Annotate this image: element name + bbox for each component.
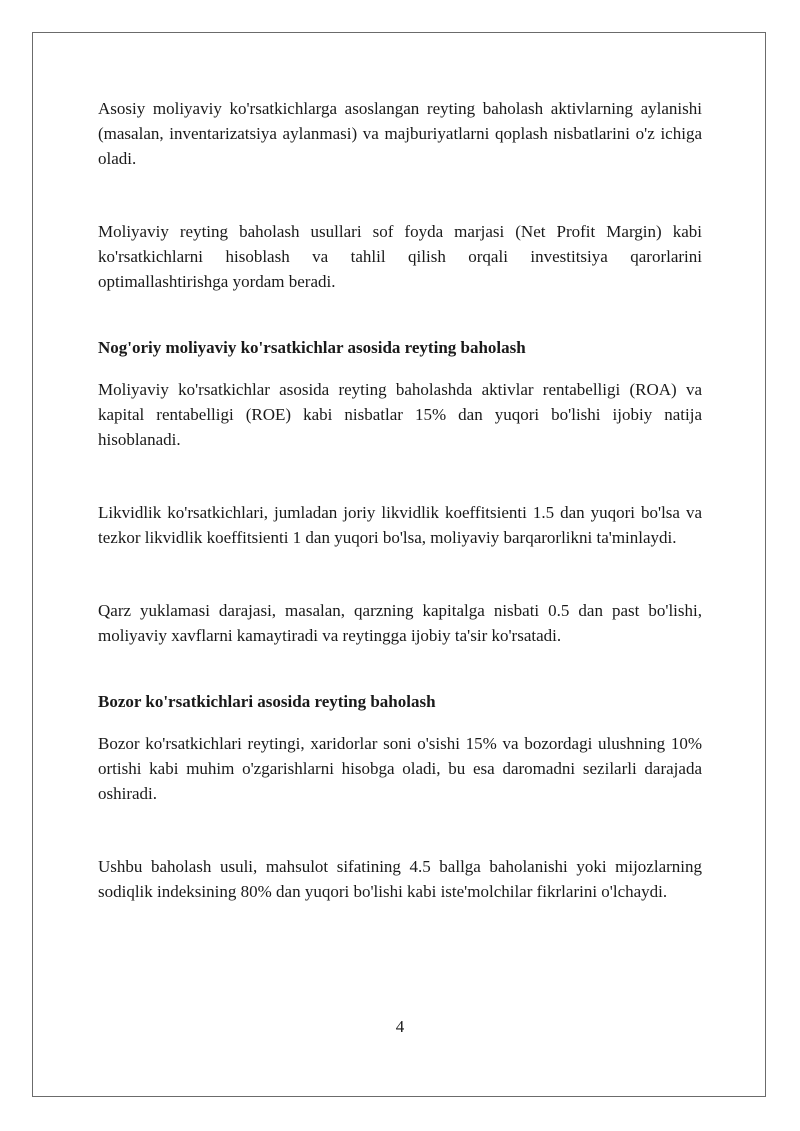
paragraph-6: Bozor ko'rsatkichlari reytingi, xaridorlar soni o'sishi 15% va bozordagi ulushning 10% ortishi kabi muhim o'zgarishlarni hisobga oladi, bu esa daromadni sezilarli darajada oshiradi.	[98, 734, 702, 803]
paragraph-3: Moliyaviy ko'rsatkichlar asosida reyting baholashda aktivlar rentabelligi (ROA) va kapital rentabelligi (ROE) kabi nisbatlar 15% dan yuqori bo'lishi ijobiy natija hisoblanadi.	[98, 380, 702, 449]
paragraph-7: Ushbu baholash usuli, mahsulot sifatining 4.5 ballga baholanishi yoki mijozlarning sodiqlik indeksining 80% dan yuqori bo'lishi kabi iste'molchilar fikrlarini o'lchaydi.	[98, 857, 702, 901]
section-heading-1: Nog'oriy moliyaviy ko'rsatkichlar asosida reyting baholash	[98, 338, 526, 357]
document-body	[98, 96, 702, 904]
paragraph-5: Qarz yuklamasi darajasi, masalan, qarzning kapitalga nisbati 0.5 dan past bo'lishi, moliyaviy xavflarni kamaytiradi va reytingga ijobiy ta'sir ko'rsatadi.	[98, 601, 702, 645]
paragraph-4: Likvidlik ko'rsatkichlari, jumladan joriy likvidlik koeffitsienti 1.5 dan yuqori bo'lsa va tezkor likvidlik koeffitsienti 1 dan yuqori bo'lsa, moliyaviy barqarorlikni ta'minlaydi.	[98, 503, 702, 547]
paragraph-2: Moliyaviy reyting baholash usullari sof foyda marjasi (Net Profit Margin) kabi ko'rsatkichlarni hisoblash va tahlil qilish orqali investitsiya qarorlarini optimallashtirishga yordam beradi.	[98, 222, 702, 291]
page-number: 4	[395, 1017, 405, 1036]
section-heading-2: Bozor ko'rsatkichlari asosida reyting baholash	[98, 692, 436, 711]
paragraph-1: Asosiy moliyaviy ko'rsatkichlarga asoslangan reyting baholash aktivlarning aylanishi (masalan, inventarizatsiya aylanmasi) va majburiyatlarni qoplash nisbatlarini o'z ichiga oladi.	[98, 99, 702, 168]
